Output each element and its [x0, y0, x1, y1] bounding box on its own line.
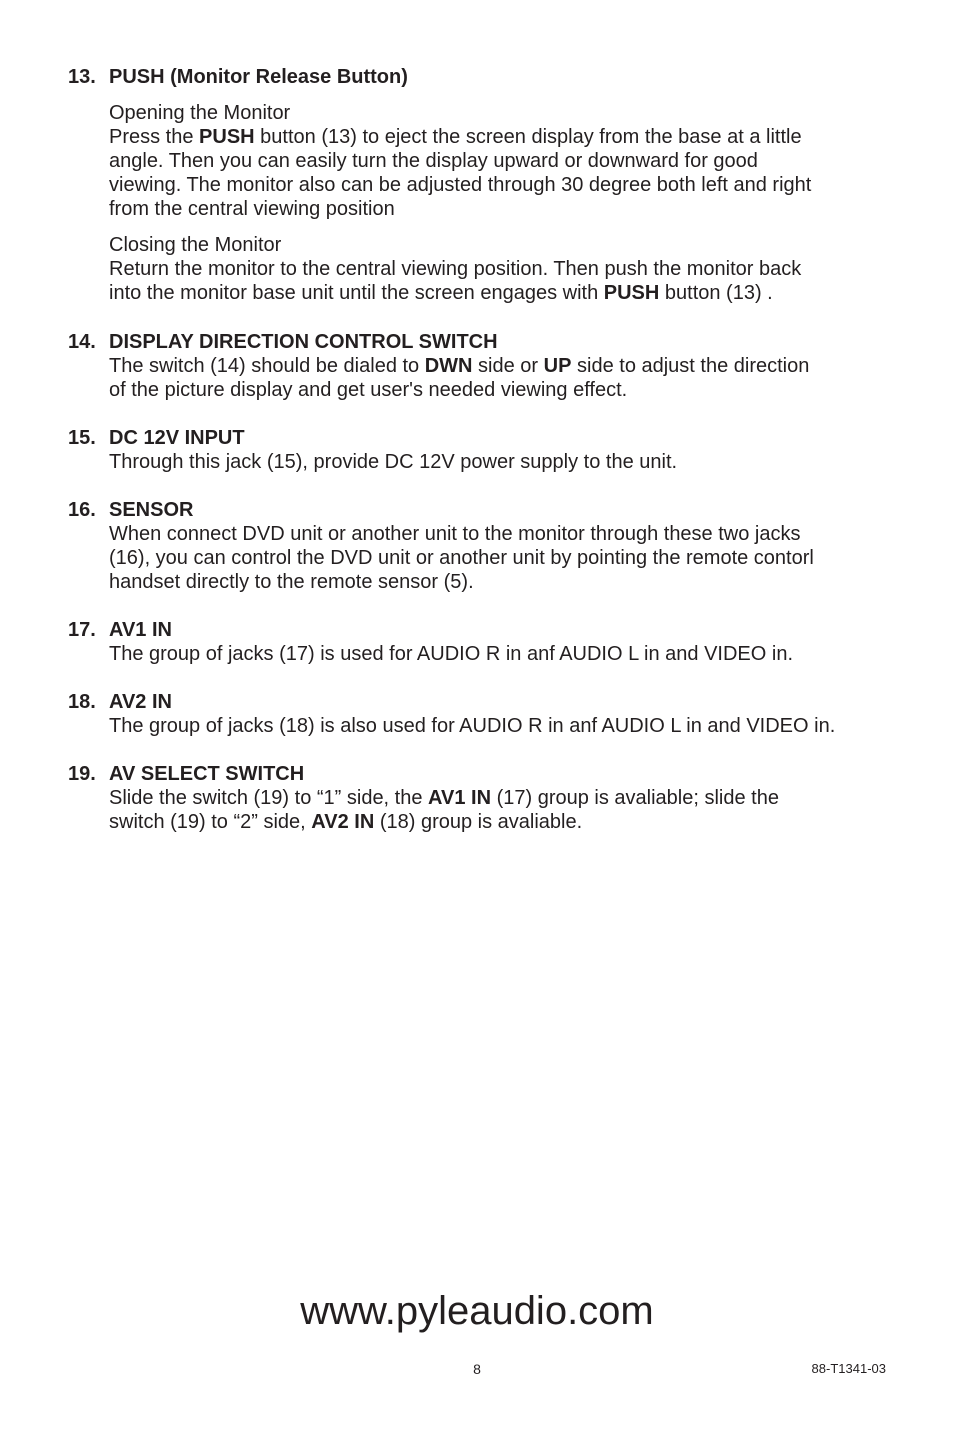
body-line: angle. Then you can easily turn the display upward or downward for good [109, 150, 758, 172]
body-line: from the central viewing position [109, 198, 395, 220]
body-line: Press the PUSH button (13) to eject the screen display from the base at a little [109, 126, 802, 148]
section-number: 14. [68, 331, 96, 353]
section-title: PUSH (Monitor Release Button) [109, 66, 408, 88]
body-line: into the monitor base unit until the screen engages with PUSH button (13) . [109, 282, 773, 304]
section-15 [68, 426, 898, 474]
subheading-closing: Closing the Monitor [109, 234, 282, 256]
section-heading [68, 762, 898, 786]
section-number: 13. [68, 66, 96, 88]
section-17 [68, 618, 898, 666]
page-number: 8 [473, 1361, 481, 1377]
section-13 [68, 65, 898, 305]
section-19 [68, 762, 898, 834]
section-number: 16. [68, 499, 96, 521]
section-heading [68, 330, 898, 354]
section-heading [68, 426, 898, 450]
section-heading [68, 65, 898, 89]
section-body [109, 354, 898, 402]
section-body [109, 642, 898, 666]
section-18 [68, 690, 898, 738]
section-16 [68, 498, 898, 594]
section-number: 18. [68, 691, 96, 713]
section-title: AV1 IN [109, 619, 172, 641]
body-line: handset directly to the remote sensor (5). [109, 571, 474, 593]
document-code: 88-T1341-03 [811, 1361, 886, 1376]
body-line: (16), you can control the DVD unit or another unit by pointing the remote contorl [109, 547, 814, 569]
section-title: AV2 IN [109, 691, 172, 713]
body-line: The group of jacks (18) is also used for AUDIO R in anf AUDIO L in and VIDEO in. [109, 715, 836, 737]
section-14 [68, 330, 898, 402]
section-body [109, 450, 898, 474]
section-heading [68, 498, 898, 522]
section-title: DISPLAY DIRECTION CONTROL SWITCH [109, 331, 498, 353]
body-line: The group of jacks (17) is used for AUDIO R in anf AUDIO L in and VIDEO in. [109, 643, 794, 665]
section-title: AV SELECT SWITCH [109, 763, 305, 785]
footer-website-url[interactable]: www.pyleaudio.com [300, 1289, 654, 1333]
body-line: The switch (14) should be dialed to DWN side or UP side to adjust the direction [109, 355, 810, 377]
body-line: viewing. The monitor also can be adjusted through 30 degree both left and right [109, 174, 812, 196]
subheading-opening: Opening the Monitor [109, 102, 291, 124]
body-line: Slide the switch (19) to “1” side, the AV1 IN (17) group is avaliable; slide the [109, 787, 779, 809]
section-body [109, 522, 898, 594]
section-body [109, 786, 898, 834]
body-line: of the picture display and get user's needed viewing effect. [109, 379, 628, 401]
body-line: Through this jack (15), provide DC 12V power supply to the unit. [109, 451, 678, 473]
body-line: Return the monitor to the central viewing position. Then push the monitor back [109, 258, 802, 280]
body-line: switch (19) to “2” side, AV2 IN (18) group is avaliable. [109, 811, 583, 833]
section-body [109, 714, 898, 738]
section-title: SENSOR [109, 499, 194, 521]
section-body [109, 89, 898, 305]
section-number: 17. [68, 619, 96, 641]
body-line: When connect DVD unit or another unit to the monitor through these two jacks [109, 523, 801, 545]
section-heading [68, 690, 898, 714]
section-number: 15. [68, 427, 96, 449]
section-title: DC 12V INPUT [109, 427, 245, 449]
section-heading [68, 618, 898, 642]
section-number: 19. [68, 763, 96, 785]
